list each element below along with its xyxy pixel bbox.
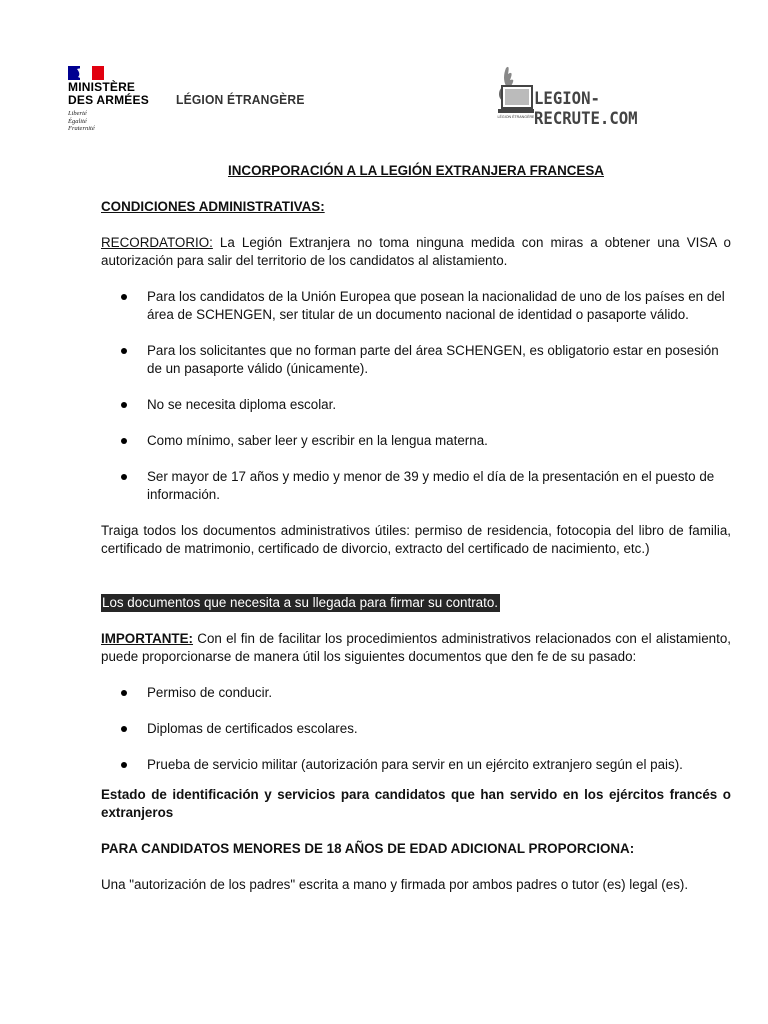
list-item: [101, 720, 731, 738]
important-paragraph: [101, 630, 731, 666]
minors-paragraph: Una "autorización de los padres" escrita a mano y firmada por ambos padres o tutor (es) legal (es).: [101, 877, 689, 892]
legion-recrute-logo: [494, 64, 714, 129]
bullet-icon: [121, 402, 127, 408]
emblem-caption: LÉGION ÉTRANGÈRE: [497, 115, 534, 119]
motto-fraternite: Fraternité: [68, 125, 95, 132]
highlight-paragraph: [101, 594, 731, 612]
motto-liberte: Liberté: [68, 110, 87, 117]
bullet-icon: [121, 474, 127, 480]
list-item-text: Para los candidatos de la Unión Europea que posean la nacionalidad de uno de los países en del área de SCHENGEN, ser titular de un documento nacional de identidad o pasaporte válido.: [147, 289, 725, 322]
list-item-text: Para los solicitantes que no forman parte del área SCHENGEN, es obligatorio estar en posesión de un pasaporte válido (únicamente).: [147, 343, 719, 376]
ministry-name: [68, 81, 168, 107]
list-item-text: Como mínimo, saber leer y escribir en la lengua materna.: [147, 433, 488, 448]
document-body: [101, 162, 731, 894]
reminder-paragraph: [101, 234, 731, 270]
motto-egalite: Égalité: [68, 117, 87, 125]
bullet-icon: [121, 294, 127, 300]
list-item-text: Ser mayor de 17 años y medio y menor de 39 y medio el día de la presentación en el puesto de información.: [147, 469, 715, 502]
list-item: [101, 396, 731, 414]
bullet-icon: [121, 438, 127, 444]
list-item-text: Diplomas de certificados escolares.: [147, 721, 358, 736]
reminder-text: La Legión Extranjera no toma ninguna medida con miras a obtener una VISA o autorización para salir del territorio de los candidatos al alistamiento.: [101, 235, 731, 268]
list-item: [101, 756, 731, 774]
section-heading-admin: CONDICIONES ADMINISTRATIVAS:: [101, 199, 325, 214]
republic-motto: [68, 110, 168, 133]
minors-heading: PARA CANDIDATOS MENORES DE 18 AÑOS DE EDAD ADICIONAL PROPORCIONA:: [101, 841, 635, 856]
highlighted-text: Los documentos que necesita a su llegada para firmar su contrato.: [102, 595, 498, 610]
list-item: [101, 432, 731, 450]
bullet-icon: [121, 690, 127, 696]
list-item: [101, 342, 731, 378]
ministry-name-line2: DES ARMÉES: [68, 93, 149, 107]
ministry-name-line1: MINISTÈRE: [68, 80, 136, 94]
bullet-icon: [121, 726, 127, 732]
ministry-logo: [68, 66, 168, 133]
service-state-paragraph: Estado de identificación y servicios para candidatos que han servido en los ejércitos francés o extranjeros: [101, 787, 731, 820]
grenade-monitor-emblem-icon: [494, 64, 534, 120]
important-label: IMPORTANTE:: [101, 631, 193, 646]
conditions-list: [101, 288, 731, 504]
bullet-icon: [121, 348, 127, 354]
list-item-text: No se necesita diploma escolar.: [147, 397, 337, 412]
bring-documents-paragraph: Traiga todos los documentos administrativos útiles: permiso de residencia, fotocopia del libro de familia, certificado de matrimonio, certificado de divorcio, extracto del certificado de nacimiento, etc.): [101, 523, 731, 556]
document-title: INCORPORACIÓN A LA LEGIÓN EXTRANJERA FRANCESA: [228, 163, 604, 178]
bullet-icon: [121, 762, 127, 768]
list-item-text: Permiso de conducir.: [147, 685, 273, 700]
marianne-flag-icon: [68, 66, 104, 80]
important-text: Con el fin de facilitar los procedimientos administrativos relacionados con el alistamiento, puede proporcionarse de manera útil los siguientes documentos que den fe de su pasado:: [101, 631, 731, 664]
site-label: LEGION-RECRUTE.COM: [534, 89, 638, 129]
list-item-text: Prueba de servicio militar (autorización para servir en un ejército extranjero según el pais).: [147, 757, 683, 772]
reminder-label: RECORDATORIO:: [101, 235, 213, 250]
list-item: [101, 288, 731, 324]
list-item: [101, 468, 731, 504]
legion-etrangere-logo: LÉGION ÉTRANGÈRE: [176, 92, 305, 107]
useful-documents-list: [101, 684, 731, 774]
list-item: [101, 684, 731, 702]
